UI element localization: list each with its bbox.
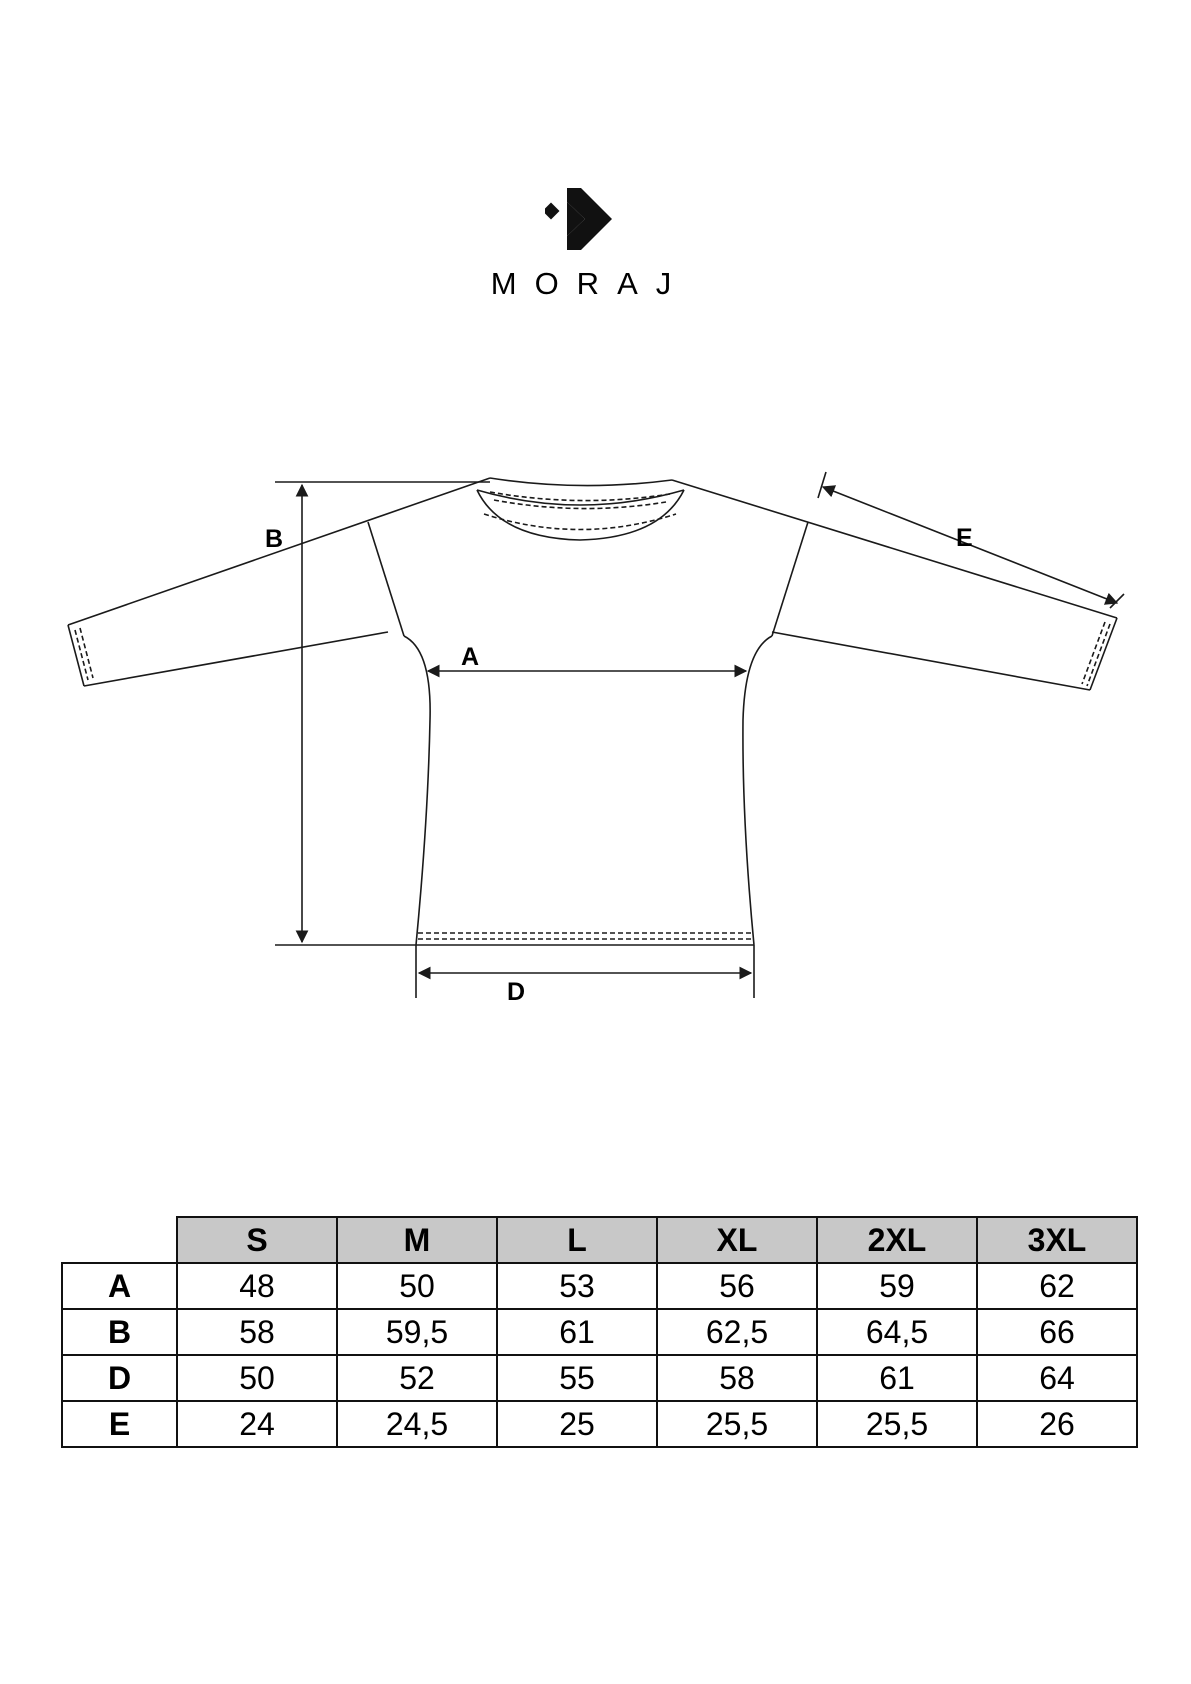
table-row [62,1263,1137,1309]
table-row [62,1401,1137,1447]
table-cell: 56 [657,1263,817,1309]
table-cell: 62,5 [657,1309,817,1355]
column-header: 2XL [817,1217,977,1263]
table-cell: 61 [497,1309,657,1355]
table-cell: 25,5 [657,1401,817,1447]
table-cell: 26 [977,1401,1137,1447]
label-a: A [461,643,480,671]
table-header-row [62,1217,1137,1263]
table-cell: 59,5 [337,1309,497,1355]
table-cell: 52 [337,1355,497,1401]
column-header: L [497,1217,657,1263]
table-row [62,1355,1137,1401]
table-cell: 25 [497,1401,657,1447]
column-header: S [177,1217,337,1263]
column-header: M [337,1217,497,1263]
table-cell: 24 [177,1401,337,1447]
brand-wordmark: MORAJ [490,266,690,301]
table-cell: 55 [497,1355,657,1401]
row-label: D [62,1355,177,1401]
table-cell: 66 [977,1309,1137,1355]
size-table [61,1216,1138,1448]
label-d: D [507,978,526,1006]
table-cell: 64 [977,1355,1137,1401]
table-cell: 25,5 [817,1401,977,1447]
column-header: 3XL [977,1217,1137,1263]
table-row [62,1309,1137,1355]
table-cell: 50 [337,1263,497,1309]
measurement-lines [275,472,1124,998]
table-cell: 58 [657,1355,817,1401]
table-cell: 53 [497,1263,657,1309]
column-header: XL [657,1217,817,1263]
table-cell: 48 [177,1263,337,1309]
table-corner-cell [62,1217,177,1263]
table-cell: 58 [177,1309,337,1355]
table-cell: 59 [817,1263,977,1309]
label-e: E [956,524,973,552]
table-cell: 50 [177,1355,337,1401]
label-b: B [265,525,284,553]
row-label: B [62,1309,177,1355]
table-cell: 62 [977,1263,1137,1309]
table-cell: 64,5 [817,1309,977,1355]
table-cell: 61 [817,1355,977,1401]
table-cell: 24,5 [337,1401,497,1447]
row-label: A [62,1263,177,1309]
row-label: E [62,1401,177,1447]
